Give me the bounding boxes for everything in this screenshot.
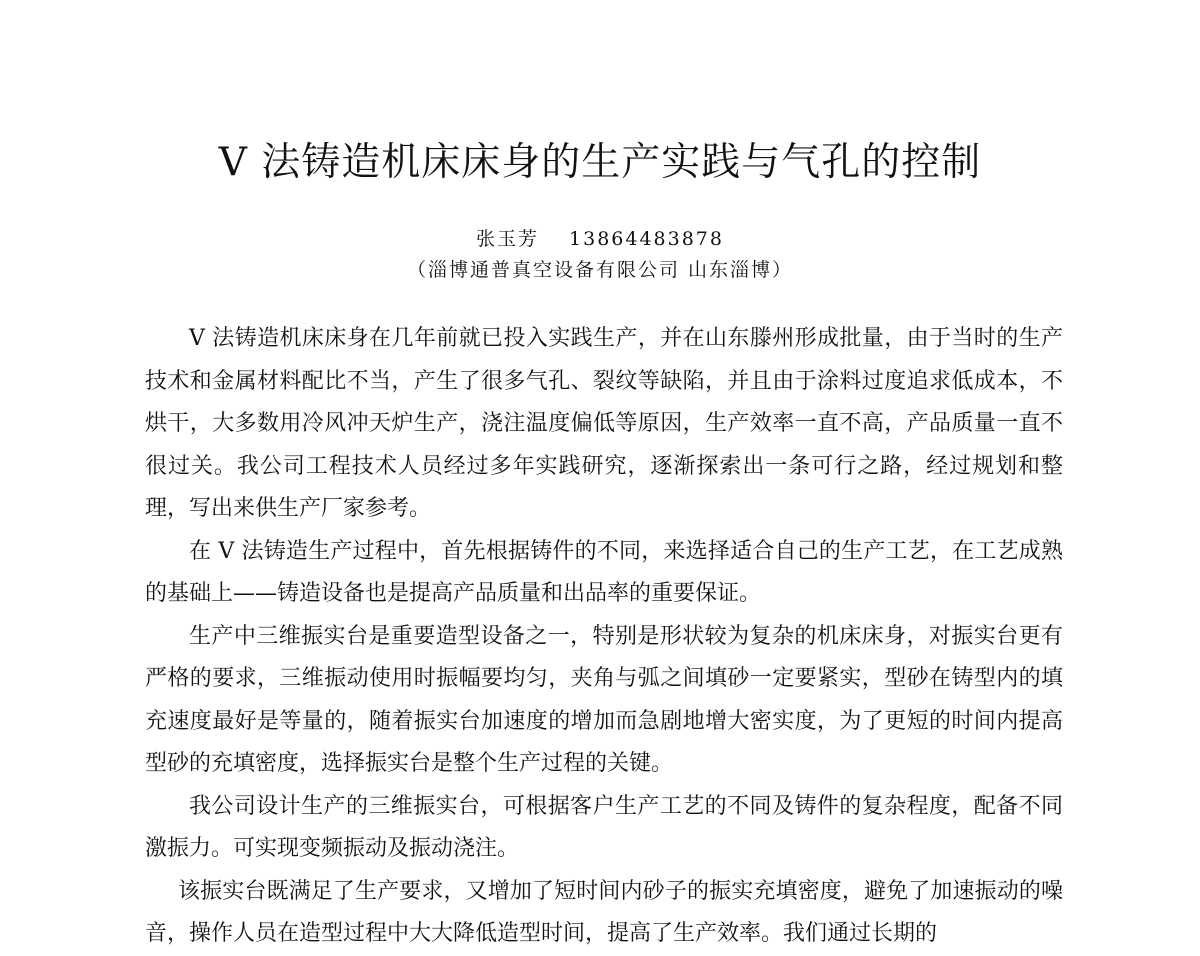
body-paragraph: 在 V 法铸造生产过程中，首先根据铸件的不同，来选择适合自己的生产工艺，在工艺成熟的基础上——铸造设备也是提高产品质量和出品率的重要保证。: [145, 538, 1063, 606]
author-phone: 13864483878: [569, 228, 724, 250]
body-paragraph: 该振实台既满足了生产要求，又增加了短时间内砂子的振实充填密度，避免了加速振动的噪音，操作人员在造型过程中大大降低造型时间，提高了生产效率。我们通过长期的: [145, 878, 1063, 946]
body-paragraph: 生产中三维振实台是重要造型设备之一，特别是形状较为复杂的机床床身，对振实台更有严格的要求，三维振动使用时振幅要均匀，夹角与弧之间填砂一定要紧实，型砂在铸型内的填充速度最好是等量的，随着振实台加速度的增加而急剧地增大密实度，为了更短的时间内提高型砂的充填密度，选择振实台是整个生产过程的关键。: [145, 623, 1063, 776]
body-text: [145, 318, 1063, 956]
document-title: V 法铸造机床床身的生产实践与气孔的控制: [218, 140, 982, 185]
author-affiliation: （淄博通普真空设备有限公司 山东淄博）: [406, 259, 794, 281]
author-name: 张玉芳: [476, 228, 540, 250]
body-paragraph: 我公司设计生产的三维振实台，可根据客户生产工艺的不同及铸件的复杂程度，配备不同激振力。可实现变频振动及振动浇注。: [145, 793, 1063, 861]
body-paragraph: V 法铸造机床床身在几年前就已投入实践生产，并在山东滕州形成批量，由于当时的生产技术和金属材料配比不当，产生了很多气孔、裂纹等缺陷，并且由于涂料过度追求低成本，不烘干，大多数用冷风冲天炉生产，浇注温度偏低等原因，生产效率一直不高，产品质量一直不很过关。我公司工程技术人员经过多年实践研究，逐渐探索出一条可行之路，经过规划和整理，写出来供生产厂家参考。: [145, 326, 1063, 521]
author-line: [0, 226, 1200, 252]
